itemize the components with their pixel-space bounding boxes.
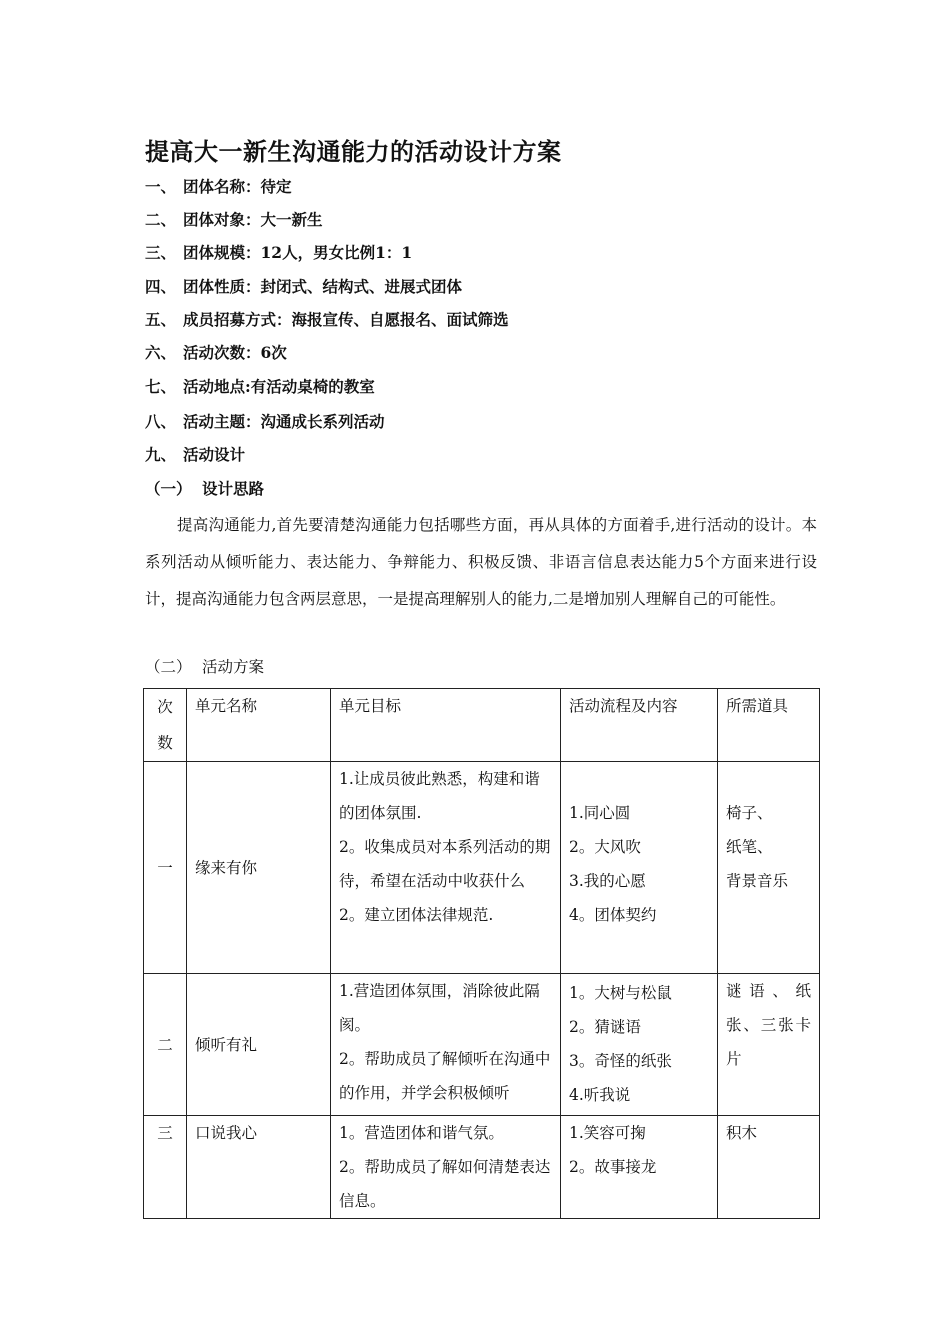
- info-item-location: 七、 活动地点:有活动桌椅的教室: [145, 377, 375, 396]
- row-activity-flow: 1。大树与松鼠 2。猜谜语 3。奇怪的纸张 4.听我说: [561, 974, 718, 1116]
- row-required-tools: 谜语、纸张、三张卡片: [718, 974, 820, 1116]
- info-item-theme: 八、 活动主题：沟通成长系列活动: [145, 412, 385, 431]
- row-unit-name: 口说我心: [187, 1116, 331, 1219]
- info-item-recruit: 五、 成员招募方式：海报宣传、自愿报名、面试筛选: [145, 310, 509, 329]
- info-item-sessions: 六、 活动次数：6次: [145, 343, 287, 362]
- activity-plan-table: [143, 688, 820, 1219]
- table-row: [144, 974, 820, 1116]
- row-unit-goals: 1。营造团体和谐气氛。 2。帮助成员了解如何清楚表达信息。: [331, 1116, 561, 1219]
- row-unit-name: 倾听有礼: [187, 974, 331, 1116]
- header-count: 次 数: [144, 689, 187, 762]
- row-count: 一: [144, 762, 187, 974]
- header-required-tools: 所需道具: [718, 689, 820, 762]
- info-item-scale: 三、 团体规模：12人，男女比例1：1: [145, 243, 413, 262]
- info-item-nature: 四、 团体性质：封闭式、结构式、进展式团体: [145, 277, 463, 296]
- header-unit-goal: 单元目标: [331, 689, 561, 762]
- row-required-tools: 椅子、 纸笔、 背景音乐: [718, 762, 820, 974]
- row-count: 二: [144, 974, 187, 1116]
- section-heading-activity-plan: （二） 活动方案: [145, 658, 265, 676]
- table-row: [144, 762, 820, 974]
- row-activity-flow: 1.笑容可掬 2。故事接龙: [561, 1116, 718, 1219]
- info-item-design: 九、 活动设计: [145, 445, 246, 464]
- document-title: 提高大一新生沟通能力的活动设计方案: [145, 137, 562, 166]
- row-unit-goals: 1.让成员彼此熟悉，构建和谐的团体氛围. 2。收集成员对本系列活动的期待，希望在活动中收获什么 2。建立团体法律规范.: [331, 762, 561, 974]
- table-header-row: [144, 689, 820, 762]
- header-activity-flow: 活动流程及内容: [561, 689, 718, 762]
- row-unit-goals: 1.营造团体氛围，消除彼此隔阂。 2。帮助成员了解倾听在沟通中的作用，并学会积极倾听: [331, 974, 561, 1116]
- table-row: [144, 1116, 820, 1219]
- row-required-tools: 积木: [718, 1116, 820, 1219]
- section-heading-design-idea: （一） 设计思路: [145, 479, 265, 498]
- design-idea-paragraph: 提高沟通能力,首先要清楚沟通能力包括哪些方面，再从具体的方面着手,进行活动的设计。本系列活动从倾听能力、表达能力、争辩能力、积极反馈、非语言信息表达能力5个方面来进行设计，提高沟通能力包含两层意思，一是提高理解别人的能力,二是增加别人理解自己的可能性。: [145, 516, 817, 608]
- info-item-target: 二、 团体对象：大一新生: [145, 210, 323, 229]
- row-unit-name: 缘来有你: [187, 762, 331, 974]
- row-count: 三: [144, 1116, 187, 1219]
- info-item-name: 一、 团体名称：待定: [145, 177, 292, 196]
- row-activity-flow: 1.同心圆 2。大风吹 3.我的心愿 4。团体契约: [561, 762, 718, 974]
- header-unit-name: 单元名称: [187, 689, 331, 762]
